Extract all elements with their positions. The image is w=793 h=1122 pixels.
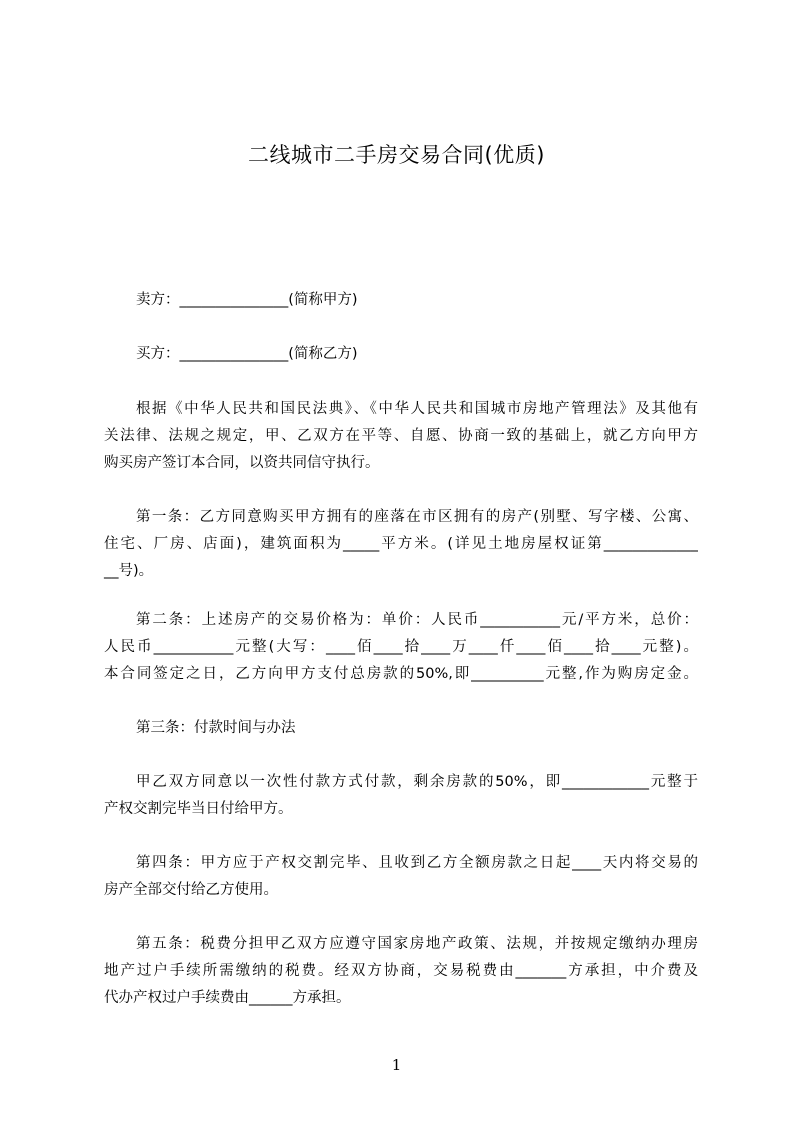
article3-heading: 第三条：付款时间与办法 [136, 720, 296, 736]
article3-line-2: 产权交割完毕当日付给甲方。 [104, 801, 293, 817]
article5-line-1: 第五条：税费分担甲乙双方应遵守国家房地产政策、法规，并按规定缴纳办理房 [136, 936, 698, 952]
article4-line-1: 第四条：甲方应于产权交割完毕、且收到乙方全额房款之日起____天内将交易的 [136, 855, 698, 871]
document-title: 二线城市二手房交易合同(优质) [248, 143, 545, 167]
preamble-line-2: 关法律、法规之规定，甲、乙双方在平等、自愿、协商一致的基础上，就乙方向甲方 [104, 428, 698, 444]
article2-line-3: 本合同签定之日，乙方向甲方支付总房款的50%,即__________元整,作为购房定金。 [104, 666, 698, 682]
article1-line-2: 住宅、厂房、店面)，建筑面积为_____平方米。(详见土地房屋权证第_____________ [104, 536, 698, 552]
article2-line-2: 人民币___________元整(大写：____佰____拾____万____仟____佰____拾____元整)。 [104, 639, 698, 655]
article2-line-1: 第二条：上述房产的交易价格为：单价：人民币___________元/平方米，总价： [136, 612, 698, 628]
article3-line-1: 甲乙双方同意以一次性付款方式付款，剩余房款的50%，即____________元整于 [136, 774, 698, 790]
buyer-line: 买方：_______________(简称乙方) [136, 346, 358, 362]
preamble-line-3: 购买房产签订本合同，以资共同信守执行。 [104, 455, 380, 471]
article1-line-1: 第一条：乙方同意购买甲方拥有的座落在市区拥有的房产(别墅、写字楼、公寓、 [136, 509, 698, 525]
article4-line-2: 房产全部交付给乙方使用。 [104, 882, 278, 898]
article5-line-2: 地产过户手续所需缴纳的税费。经双方协商，交易税费由_______方承担，中介费及 [104, 963, 698, 979]
seller-line: 卖方：_______________(简称甲方) [136, 292, 358, 308]
article5-line-3: 代办产权过户手续费由______方承担。 [104, 990, 351, 1006]
article1-line-3: __号)。 [104, 563, 154, 579]
page-number: 1 [391, 1056, 402, 1074]
preamble-line-1: 根据《中华人民共和国民法典》、《中华人民共和国城市房地产管理法》及其他有 [136, 401, 698, 417]
